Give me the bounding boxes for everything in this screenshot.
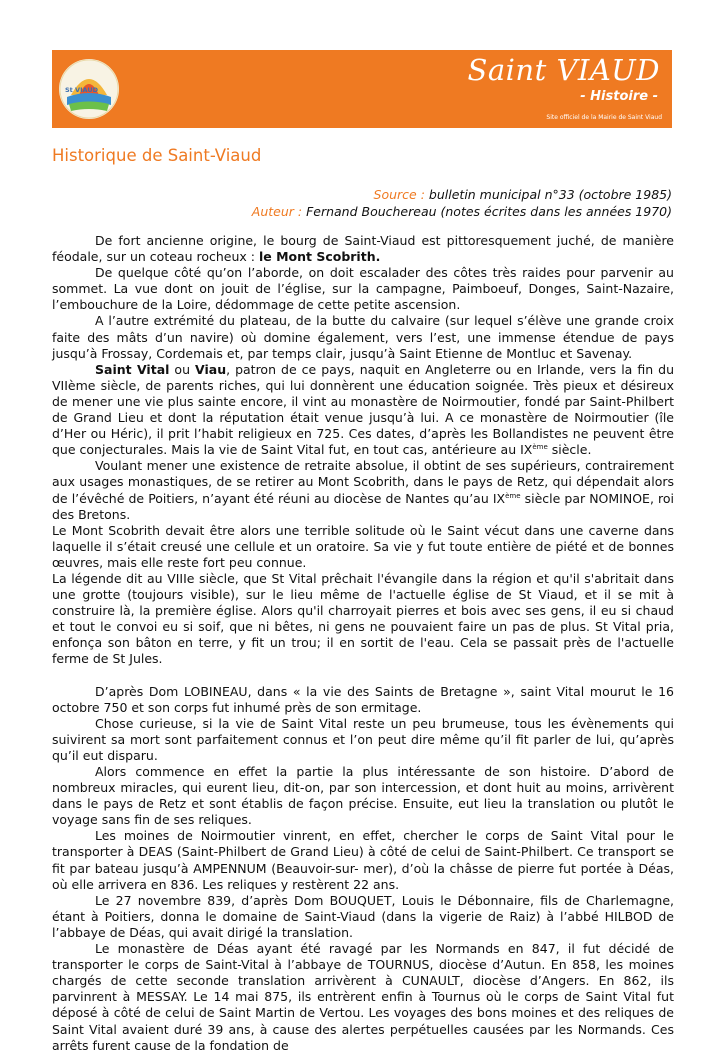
- paragraph: Le Mont Scobrith devait être alors une terrible solitude où le Saint vécut dans une caverne dans laquelle il s’était creusé une cellule et un oratoire. Sa vie y fut toute entière de piété et de bonnes œuvres, mais elle reste fort peu connue.: [52, 522, 674, 570]
- superscript: ème: [505, 491, 521, 500]
- author-line: [52, 204, 672, 219]
- site-subtitle: - Histoire -: [580, 89, 658, 104]
- source-line: [52, 187, 672, 202]
- site-title: Saint VIAUD: [467, 53, 660, 87]
- paragraph: Les moines de Noirmoutier vinrent, en effet, chercher le corps de Saint Vital pour le transporter à DEAS (Saint-Philbert de Grand Lieu) à côté de celui de Saint-Philbert. Ce transport se fit par bateau jusqu’à AMPENNUM (Beauvoir-sur- mer), d’où la châsse de pierre fut portée à Déas, où elle arrivera en 836. Les reliques y restèrent 22 ans.: [52, 828, 674, 892]
- paragraph: A l’autre extrémité du plateau, de la butte du calvaire (sur lequel s’élève une grande croix faite des mâts d’un navire) où domine également, vers l’est, une immense étendue de pays jusqu’à Frossay, Cordemais et, par temps clair, jusqu’à Saint Etienne de Montluc et Savenay.: [52, 313, 674, 361]
- paragraph: Le monastère de Déas ayant été ravagé par les Normands en 847, il fut décidé de transporter le corps de Saint-Vital à l’abbaye de TOURNUS, diocèse d’Autun. En 858, les moines chargés de cette seconde translation arrivèrent à CUNAULT, diocèse d’Angers. En 862, ils parvinrent à MESSAY. Le 14 mai 875, ils entrèrent enfin à Tournus où le corps de Saint Vital fut déposé à côté de celui de Saint Martin de Vertou. Les voyages des bons moines et des reliques de Saint Vital avaient duré 39 ans, à cause des alertes perpétuelles causées par les Normands. Ces arrêts furent cause de la fondation de: [52, 941, 674, 1053]
- paragraph: [52, 458, 674, 522]
- paragraph-text: Voulant mener une existence de retraite absolue, il obtint de ses supérieurs, contrairement aux usages monastiques, de se retirer au Mont Scobrith, dans le pays de Retz, qui dépendait alors de l’évêché de Poitiers, n’ayant été réuni au diocèse de Nantes qu’au IX: [52, 458, 674, 506]
- paragraph-text: , patron de ce pays, naquit en Angleterre ou en Irlande, vers la fin du VIIème siècle, de parents riches, qui lui donnèrent une éducation soignée. Très pieux et désireux de mener une vie plus sainte encore, il vint au monastère de Noirmoutier, fondé par Saint-Philbert de Grand Lieu et dont la réputation était venue jusqu’à lui. A ce monastère de Noirmoutier (île d’Her ou Héric), il prit l’habit religieux en 725. Ces dates, d’après les Bollandistes ne peuvent être que conjecturales. Mais la vie de Saint Vital fut, en tout cas, antérieure au IX: [52, 361, 674, 458]
- logo-emblem-icon: [59, 59, 119, 119]
- paragraph: [52, 233, 674, 265]
- paragraph-text: siècle par NOMINOE, roi des Bretons.: [52, 490, 674, 522]
- paragraph: La légende dit au VIIIe siècle, que St Vital prêchait l'évangile dans la région et qu'il s'abritait dans une grotte (toujours visible), sur le lieu même de l'actuelle église de St Viaud, et il se mit à construire là, la première église. Alors qu'il charroyait pierres et bois avec ses gens, il eu si chaud et tout le convoi eu si soif, que ni bêtes, ni gens ne pouvaient faire un pas de plus. St Vital pria, enfonça son bâton en terre, y fit un trou; il en sortit de l'eau. Cela se passait près de l'actuelle ferme de St Jules.: [52, 570, 674, 667]
- paragraph-spacer: [52, 668, 674, 684]
- place-name: le Mont Scobrith.: [258, 249, 381, 265]
- paragraph: De quelque côté qu’on l’aborde, on doit escalader des côtes très raides pour parvenir au sommet. La vue dont on jouit de l’église, sur la campagne, Paimboeuf, Donges, Saint-Nazaire, l’embouchure de la Loire, dédommage de cette petite ascension.: [52, 265, 674, 313]
- author-label: Auteur :: [251, 204, 303, 219]
- page-title: Historique de Saint-Viaud: [52, 146, 262, 165]
- site-credit: Site officiel de la Mairie de Saint Viaud: [546, 114, 662, 121]
- source-label: Source :: [373, 187, 425, 202]
- superscript: ème: [532, 443, 548, 452]
- commune-logo: [59, 59, 119, 119]
- author-value: Fernand Bouchereau (notes écrites dans les années 1970): [306, 204, 672, 219]
- paragraph-text: De fort ancienne origine, le bourg de Saint-Viaud est pittoresquement juché, de manière féodale, sur un coteau rocheux :: [52, 233, 674, 265]
- paragraph: D’après Dom LOBINEAU, dans « la vie des Saints de Bretagne », saint Vital mourut le 16 octobre 750 et son corps fut inhumé près de son ermitage.: [52, 683, 674, 715]
- saint-name: Viau: [195, 361, 227, 377]
- paragraph: [52, 362, 674, 459]
- paragraph-text: ou: [169, 361, 196, 377]
- article-body: [52, 233, 674, 1054]
- header-banner: [52, 50, 672, 128]
- source-value: bulletin municipal n°33 (octobre 1985): [428, 187, 672, 202]
- svg-text:St VIAUD: St VIAUD: [65, 86, 99, 94]
- paragraph: Chose curieuse, si la vie de Saint Vital reste un peu brumeuse, tous les évènements qui suivirent sa mort sont parfaitement connus et l’on peut dire même qu’il fit parler de lui, qu’après qu’il eut disparu.: [52, 715, 674, 763]
- paragraph-text: siècle.: [547, 442, 592, 458]
- saint-name: Saint Vital: [95, 361, 170, 377]
- paragraph: Le 27 novembre 839, d’après Dom BOUQUET, Louis le Débonnaire, fils de Charlemagne, étant à Poitiers, donna le domaine de Saint-Viaud (dans la vigerie de Raiz) à l’abbé HILBOD de l’abbaye de Déas, qui avait dirigé la translation.: [52, 892, 674, 940]
- paragraph: Alors commence en effet la partie la plus intéressante de son histoire. D’abord de nombreux miracles, qui eurent lieu, dit-on, par son intercession, et dont huit au moins, arrivèrent dans le pays de Retz et sont établis de façon précise. Ensuite, eut lieu la translation ou plutôt le voyage sans fin de ses reliques.: [52, 764, 674, 828]
